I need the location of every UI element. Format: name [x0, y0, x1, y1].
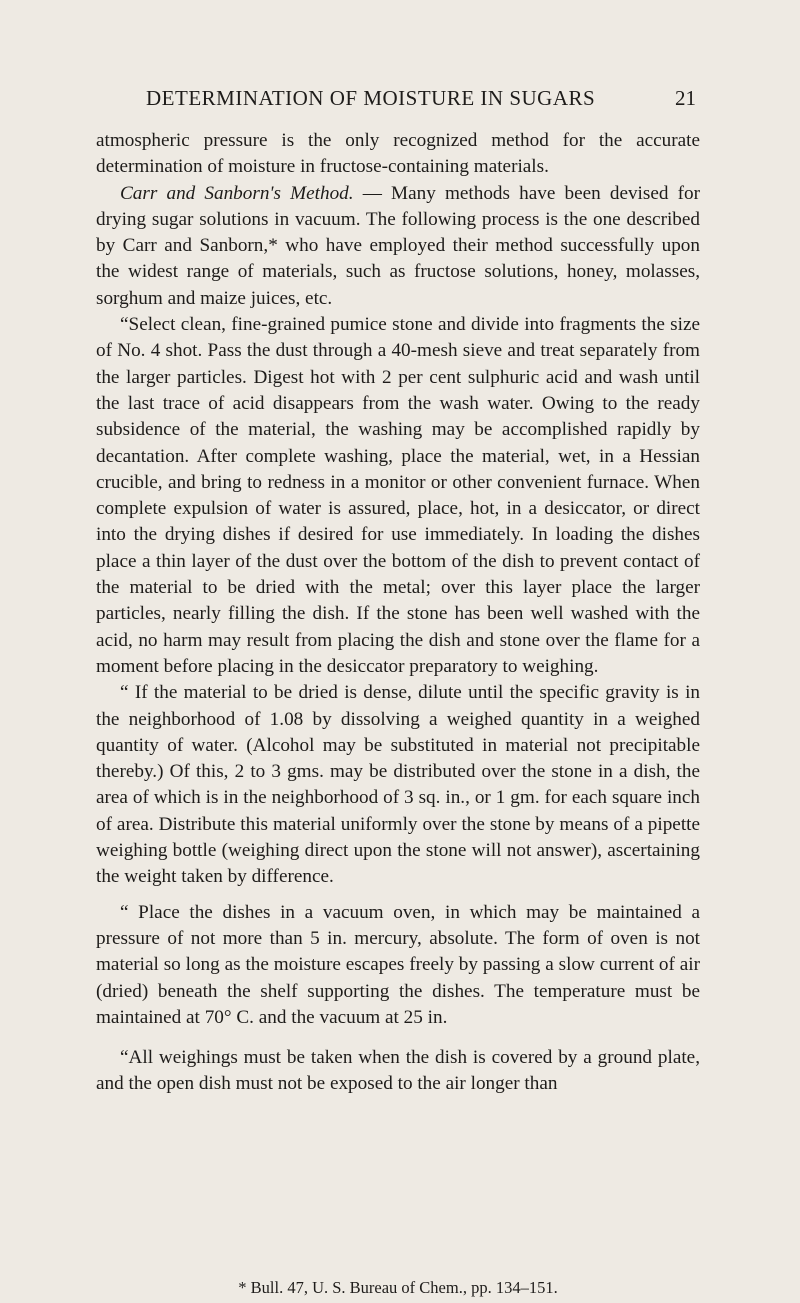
- paragraph-3: “Select clean, fine-grained pumice stone and divide into fragments the size of No. 4 shot. Pass the dust through a 40-mesh sieve and treat separately from the larger particles. Digest hot with 2 per cent sulphuric acid and wash until the last trace of acid disappears from the wash water. Owing to the ready subsidence of the material, the washing may be accomplished rapidly by decantation. After complete washing, place the material, wet, in a Hessian crucible, and bring to redness in a monitor or other convenient furnace. When complete expulsion of water is assured, place, hot, in a desiccator, or direct into the drying dishes if desired for use immediately. In loading the dishes place a thin layer of the dust over the bottom of the dish to prevent contact of the material to be dried with the metal; over this layer place the larger particles, nearly filling the dish. If the stone has been well washed with the acid, no harm may result from placing the dish and stone over the flame for a moment before placing in the desiccator preparatory to weighing.: [96, 314, 700, 677]
- paragraph-5: “ Place the dishes in a vacuum oven, in which may be maintained a pressure of not more than 5 in. mercury, absolute. The form of oven is not material so long as the moisture escapes freely by passing a slow current of air (dried) beneath the shelf supporting the dishes. The temperature must be maintained at 70° C. and the vacuum at 25 in.: [96, 901, 700, 1028]
- paragraph-1: atmospheric pressure is the only recognized method for the accurate determination of moisture in fructose-containing materials.: [96, 130, 700, 178]
- footnote: * Bull. 47, U. S. Bureau of Chem., pp. 134–151.: [238, 1278, 558, 1297]
- page-header: [96, 86, 696, 116]
- paragraph-6: “All weighings must be taken when the dish is covered by a ground plate, and the open dish must not be exposed to the air longer than: [96, 1047, 700, 1095]
- paragraph-2-text: — Many methods have been devised for drying sugar solutions in vacuum. The following process is the one described by Carr and Sanborn,* who have employed their method successfully upon the widest range of materials, such as fructose solutions, honey, molasses, sorghum and maize juices, etc.: [96, 182, 700, 309]
- body-text: [96, 128, 700, 1098]
- method-heading: Carr and Sanborn's Method.: [120, 182, 354, 204]
- running-head: DETERMINATION OF MOISTURE IN SUGARS: [146, 86, 596, 110]
- paragraph-2: [96, 181, 700, 312]
- paragraph-4: “ If the material to be dried is dense, dilute until the specific gravity is in the neighborhood of 1.08 by dissolving a weighed quantity in a weighed quantity of water. (Alcohol may be substituted in material not precipitable thereby.) Of this, 2 to 3 gms. may be distributed over the stone in a dish, the area of which is in the neighborhood of 3 sq. in., or 1 gm. for each square inch of area. Distribute this material uniformly over the stone by means of a pipette weighing bottle (weighing direct upon the stone will not answer), ascertaining the weight taken by difference.: [96, 682, 700, 888]
- page-number: 21: [675, 86, 696, 110]
